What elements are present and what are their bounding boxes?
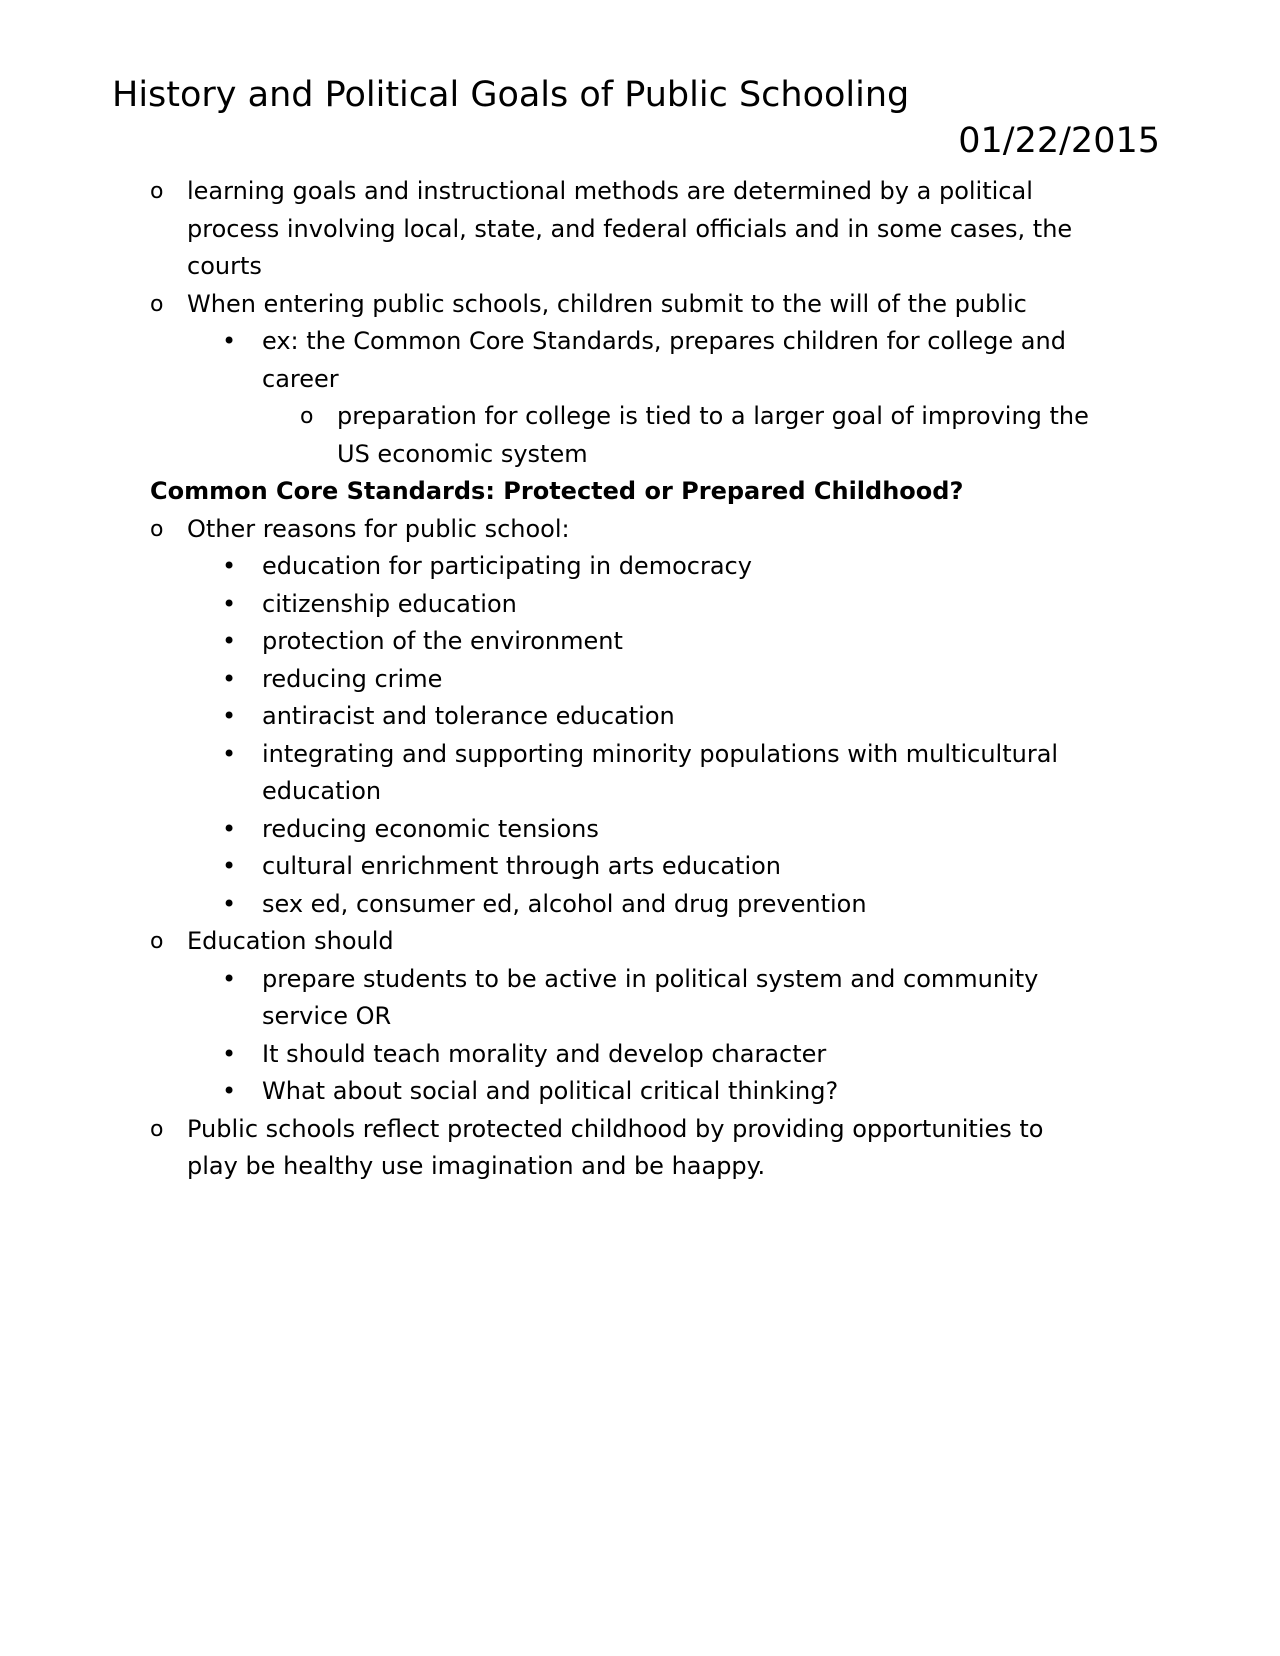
list-item bbox=[0, 811, 1280, 849]
bullet-icon: • bbox=[222, 739, 237, 768]
bullet-icon: • bbox=[222, 852, 237, 880]
list-item bbox=[0, 286, 1280, 324]
list-item-line: reducing economic tensions bbox=[262, 814, 599, 843]
list-item bbox=[0, 1073, 1280, 1111]
list-item-line: courts bbox=[187, 252, 262, 280]
list-item-line: When entering public schools, children submit to the will of the public bbox=[187, 289, 1027, 318]
list-item bbox=[0, 173, 1280, 286]
list-item-line: citizenship education bbox=[262, 589, 517, 618]
circle-bullet-icon: o bbox=[150, 929, 164, 954]
list-item-line: integrating and supporting minority populations with multicultural bbox=[262, 739, 1059, 768]
list-item-line: learning goals and instructional methods are determined by a political bbox=[187, 177, 1033, 205]
list-item-line: preparation for college is tied to a larger goal of improving the bbox=[337, 402, 1089, 430]
list-item-line: service OR bbox=[262, 1002, 392, 1030]
list-item-line: prepare students to be active in political system and community bbox=[262, 964, 1039, 993]
list-item bbox=[0, 623, 1280, 661]
circle-bullet-icon: o bbox=[150, 179, 164, 204]
list-item bbox=[0, 961, 1280, 1036]
list-item-line: play be healthy use imagination and be haappy. bbox=[187, 1152, 766, 1180]
bullet-icon: • bbox=[222, 1077, 237, 1105]
list-item-line: What about social and political critical thinking? bbox=[262, 1077, 839, 1105]
section-heading: Common Core Standards: Protected or Prepared Childhood? bbox=[150, 477, 964, 505]
list-item bbox=[0, 586, 1280, 624]
bullet-icon: • bbox=[222, 327, 237, 355]
title-block bbox=[112, 72, 1160, 164]
list-item-line: US economic system bbox=[337, 439, 588, 468]
list-item bbox=[0, 511, 1280, 549]
list-item-line: Other reasons for public school: bbox=[187, 514, 570, 543]
list-item bbox=[0, 548, 1280, 586]
bullet-icon: • bbox=[222, 964, 237, 993]
list-item bbox=[0, 1036, 1280, 1074]
list-item-line: cultural enrichment through arts education bbox=[262, 852, 782, 880]
circle-bullet-icon: o bbox=[150, 1116, 164, 1142]
bullet-icon: • bbox=[222, 627, 237, 655]
bullet-icon: • bbox=[222, 814, 237, 843]
notes-body bbox=[0, 173, 1280, 1186]
list-item-line: ex: the Common Core Standards, prepares children for college and bbox=[262, 327, 1066, 355]
list-item-line: It should teach morality and develop character bbox=[262, 1039, 827, 1068]
list-item-line: career bbox=[262, 364, 339, 393]
list-item-line: Public schools reflect protected childhood by providing opportunities to bbox=[187, 1114, 1044, 1143]
list-item-line: sex ed, consumer ed, alcohol and drug prevention bbox=[262, 889, 867, 918]
document-date: 01/22/2015 bbox=[958, 121, 1160, 161]
list-item bbox=[0, 398, 1280, 473]
list-item bbox=[0, 923, 1280, 961]
list-item-line: Education should bbox=[187, 927, 394, 955]
list-item bbox=[0, 661, 1280, 699]
list-item-line: reducing crime bbox=[262, 664, 443, 693]
list-item bbox=[0, 323, 1280, 398]
bullet-icon: • bbox=[222, 552, 237, 580]
list-item bbox=[0, 1111, 1280, 1186]
list-item-line: process involving local, state, and federal officials and in some cases, the bbox=[187, 214, 1073, 243]
list-item-line: education bbox=[262, 777, 382, 805]
document-title: History and Political Goals of Public Schooling bbox=[112, 75, 910, 115]
list-item-line: protection of the environment bbox=[262, 627, 623, 655]
bullet-icon: • bbox=[222, 1039, 237, 1068]
list-item bbox=[0, 736, 1280, 811]
circle-bullet-icon: o bbox=[150, 516, 164, 542]
bullet-icon: • bbox=[222, 702, 237, 730]
bullet-icon: • bbox=[222, 889, 237, 918]
list-item bbox=[0, 848, 1280, 886]
bullet-icon: • bbox=[222, 589, 237, 618]
list-item bbox=[0, 698, 1280, 736]
bullet-icon: • bbox=[222, 664, 237, 693]
circle-bullet-icon: o bbox=[300, 404, 314, 429]
list-item-line: antiracist and tolerance education bbox=[262, 702, 675, 730]
list-item-line: education for participating in democracy bbox=[262, 552, 752, 580]
circle-bullet-icon: o bbox=[150, 291, 164, 317]
list-item bbox=[0, 886, 1280, 924]
